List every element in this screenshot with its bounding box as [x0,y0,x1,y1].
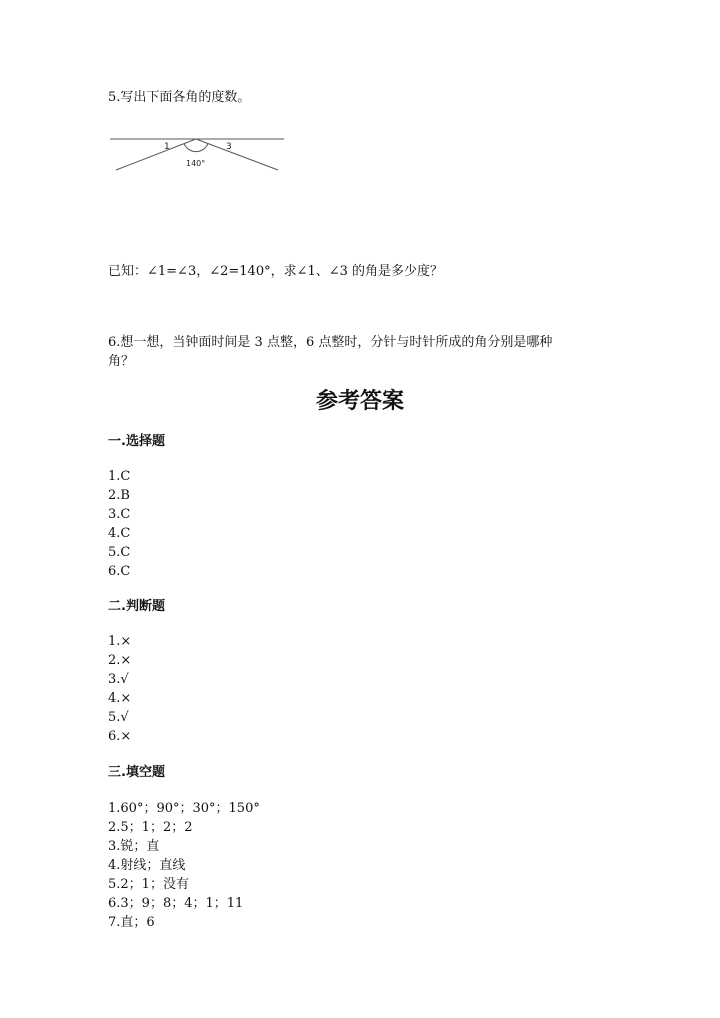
section-fill-title: 三.填空题 [108,765,165,780]
list-item: 1.C [108,469,131,484]
question-5-title: 5.写出下面各角的度数。 [108,90,251,105]
right-ray [196,139,278,170]
list-item: 6.× [108,729,132,744]
angle-1-label: 1 [164,142,170,152]
fill-answers-list [108,799,260,932]
list-item: 1.60°；90°；30°；150° [108,801,260,816]
question-6-line-2: 角？ [108,354,135,369]
list-item: 2.B [108,488,130,503]
choice-answers-list [108,467,130,581]
list-item: 1.× [108,634,132,649]
list-item: 3.C [108,507,131,522]
section-choice-title: 一.选择题 [108,434,165,449]
question-6-line-1: 6.想一想，当钟面时间是 3 点整，6 点整时，分针与时针所成的角分别是哪种 [108,335,553,350]
angle-3-label: 3 [226,142,232,152]
list-item: 6.3；9；8；4；1；11 [108,896,244,911]
judge-answers-list [108,632,131,746]
list-item: 5.2；1；没有 [108,877,189,892]
list-item: 4.× [108,691,132,706]
list-item: 7.直；6 [108,915,155,930]
list-item: 2.5；1；2；2 [108,820,193,835]
list-item: 2.× [108,653,132,668]
list-item: 3.√ [108,672,129,687]
angle-arc [184,144,208,152]
angle-140-label: 140° [186,159,206,168]
answer-key-title: 参考答案 [315,388,404,414]
list-item: 5.C [108,545,131,560]
section-judge-title: 二.判断题 [108,599,165,614]
list-item: 4.C [108,526,131,541]
question-5-known: 已知：∠1=∠3，∠2=140°，求∠1、∠3 的角是多少度？ [108,264,444,279]
list-item: 3.锐；直 [108,839,160,854]
list-item: 5.√ [108,710,129,725]
angle-diagram [108,128,288,176]
list-item: 4.射线；直线 [108,858,186,873]
list-item: 6.C [108,564,131,579]
question-6 [108,333,608,371]
